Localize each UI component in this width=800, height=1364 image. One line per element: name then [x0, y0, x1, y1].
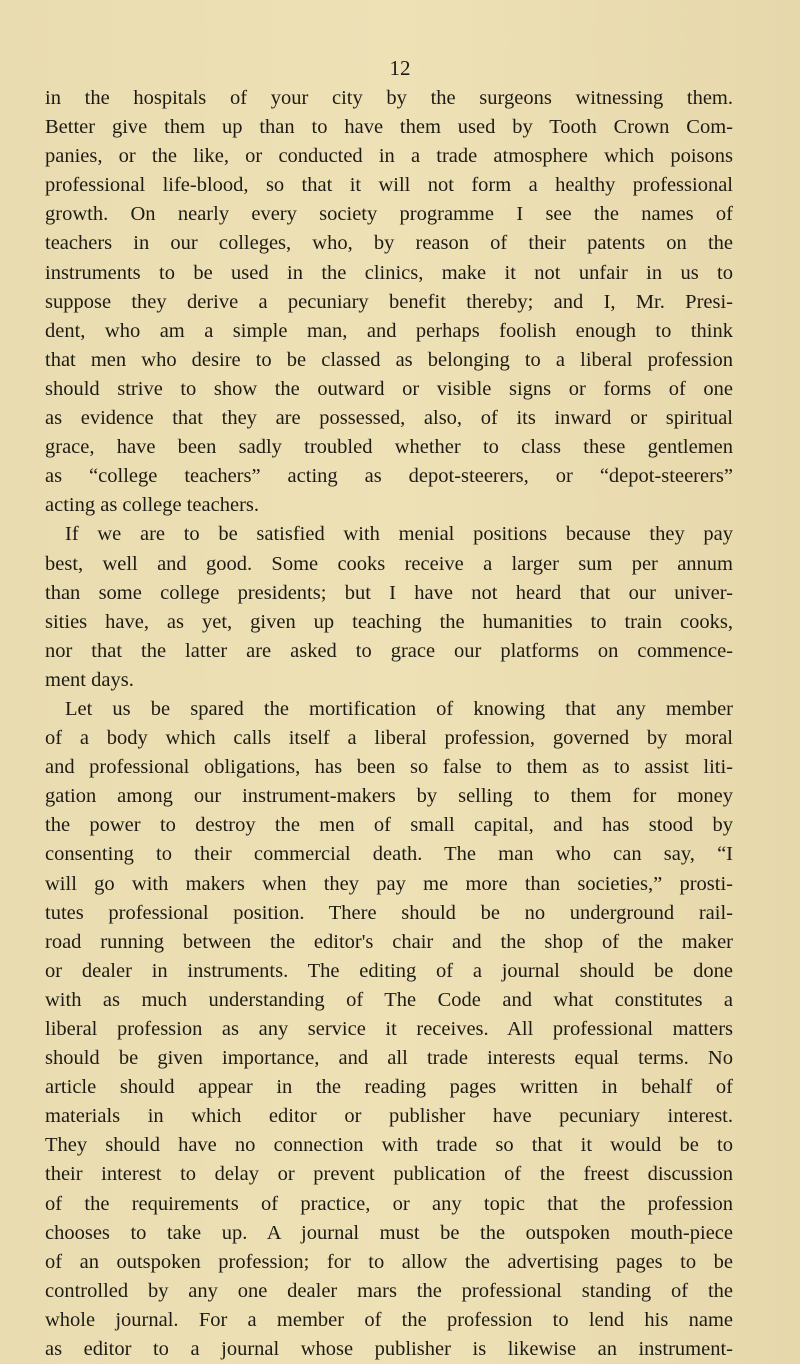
text-line: as editor to a journal whose publisher is likewise an instrument- [45, 1338, 733, 1361]
text-line: ment days. [45, 668, 134, 691]
text-line: whole journal. For a member of the profession to lend his name [45, 1308, 733, 1331]
text-line: gation among our instrument-makers by selling to them for money [45, 785, 733, 808]
text-line: in the hospitals of your city by the surgeons witnessing them. [45, 87, 733, 109]
text-line: If we are to be satisfied with menial positions because they pay [65, 523, 733, 546]
text-line: and professional obligations, has been so false to them as to assist liti- [45, 756, 733, 779]
text-line: or dealer in instruments. The editing of a journal should be done [45, 959, 733, 982]
text-line: as evidence that they are possessed, also, of its inward or spiritual [45, 407, 733, 430]
text-line: tutes professional position. There should be no underground rail- [45, 901, 733, 924]
text-line: dent, who am a simple man, and perhaps foolish enough to think [45, 319, 733, 342]
text-line: materials in which editor or publisher have pecuniary interest. [45, 1105, 733, 1128]
text-line: of the requirements of practice, or any topic that the profession [45, 1192, 733, 1215]
text-line: acting as college teachers. [45, 494, 259, 517]
text-line: instruments to be used in the clinics, make it not unfair in us to [45, 261, 733, 284]
text-line: should be given importance, and all trade interests equal terms. No [45, 1047, 733, 1070]
text-line: with as much understanding of The Code and what constitutes a [45, 988, 733, 1011]
text-line: chooses to take up. A journal must be the outspoken mouth-piece [45, 1221, 733, 1244]
text-line: of a body which calls itself a liberal profession, governed by moral [45, 727, 733, 750]
text-line: liberal profession as any service it receives. All professional matters [45, 1018, 733, 1040]
text-line: road running between the editor's chair and the shop of the maker [45, 930, 733, 953]
text-line: will go with makers when they pay me more than societies,” prosti- [45, 872, 733, 895]
text-line: as “college teachers” acting as depot-steerers, or “depot-steerers” [45, 465, 733, 488]
page-number: 12 [389, 56, 411, 80]
text-line: should strive to show the outward or visible signs or forms of one [45, 377, 733, 400]
text-line: professional life-blood, so that it will not form a healthy professional [45, 174, 733, 197]
text-line: controlled by any one dealer mars the professional standing of the [45, 1279, 733, 1302]
text-line: They should have no connection with trade so that it would be to [45, 1134, 733, 1157]
text-line: sities have, as yet, given up teaching the humanities to train cooks, [45, 610, 733, 633]
text-line: Better give them up than to have them used by Tooth Crown Com- [45, 116, 733, 139]
text-line: article should appear in the reading pages written in behalf of [45, 1076, 733, 1099]
text-line: panies, or the like, or conducted in a trade atmosphere which poisons [45, 145, 733, 168]
text-line: grace, have been sadly troubled whether to class these gentlemen [45, 436, 733, 459]
text-line: consenting to their commercial death. The man who can say, “I [45, 843, 733, 866]
text-line: than some college presidents; but I have not heard that our univer- [45, 581, 733, 604]
body-text [45, 84, 733, 1364]
text-line: nor that the latter are asked to grace our platforms on commence- [45, 639, 733, 662]
text-line: their interest to delay or prevent publication of the freest discussion [45, 1163, 733, 1186]
text-line: suppose they derive a pecuniary benefit thereby; and I, Mr. Presi- [45, 290, 733, 313]
text-line: growth. On nearly every society programme I see the names of [45, 203, 733, 226]
text-line: of an outspoken profession; for to allow the advertising pages to be [45, 1250, 733, 1273]
text-line: the power to destroy the men of small capital, and has stood by [45, 814, 733, 837]
text-line: teachers in our colleges, who, by reason of their patents on the [45, 232, 733, 255]
text-line: that men who desire to be classed as belonging to a liberal profession [45, 348, 733, 371]
text-line: Let us be spared the mortification of knowing that any member [65, 697, 733, 720]
text-line: best, well and good. Some cooks receive a larger sum per annum [45, 552, 733, 575]
